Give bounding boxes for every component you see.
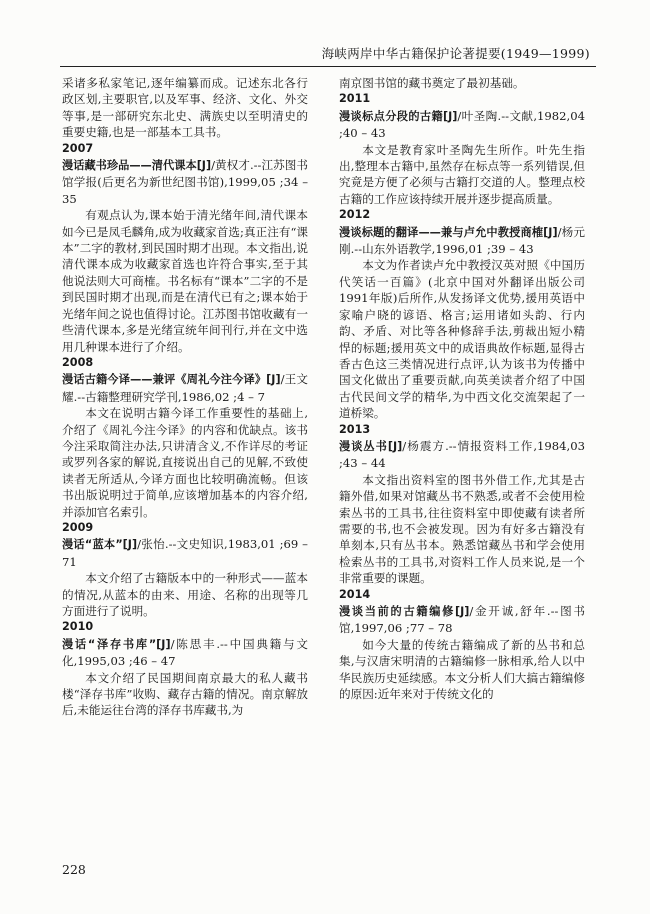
entry-title: 漫谈标点分段的古籍[J]: [339, 109, 458, 123]
entry-number: 2009: [62, 520, 94, 534]
entry-heading: [62, 157, 308, 207]
entry-citation: /杨元刚.--山东外语教学,1996,01 ;39 – 43: [339, 224, 586, 257]
left-column: [62, 75, 308, 719]
entry-heading: [339, 224, 585, 258]
entry-heading: [339, 603, 585, 637]
entry-title: 漫话“泽存书库”[J]: [62, 637, 171, 651]
entry-number: 2012: [339, 208, 371, 222]
entry-heading: [62, 536, 308, 570]
entry-heading: [339, 438, 585, 472]
header-rule: [60, 66, 596, 67]
entry-title: 漫谈标题的翻译——兼与卢允中教授商榷[J]: [339, 225, 558, 239]
entry-title: 漫话“蓝本”[J]: [62, 538, 138, 552]
catalog-entry: [62, 141, 308, 355]
right-lead-paragraph: 南京图书馆的藏书奠定了最初基础。: [339, 76, 525, 90]
entry-number: 2007: [62, 141, 94, 155]
entry-abstract: 本文为作者读卢允中教授汉英对照《中国历代笑话一百篇》(北京中国对外翻译出版公司1991年版)后所作,从发扬译文优势,援用英语中家喻户晓的谚语、格言;运用诸如头韵、行内韵、矛盾、对比等各种修辞手法,剪裁出短小精悍的标题;援用英文中的成语典故作标题,显得古香古色这三类情况进行点评,认为该书为传播中国文化做出了重要贡献,向英美读者介绍了中国古代民间文学的精华,为中西文化交流架起了一道桥梁。: [339, 258, 585, 421]
entry-abstract: 本文指出资料室的图书外借工作,尤其是古籍外借,如果对馆藏丛书不熟悉,或者不会使用检索丛书的工具书,往往资料室中即使藏有读者所需要的书,也不会被发现。因为有好多古籍没有单刻本,只有丛书本。熟悉馆藏丛书和学会使用检索丛书的工具书,对资料工作人员来说,是一个非常重要的课题。: [339, 472, 585, 586]
catalog-entry: [62, 619, 308, 718]
entry-number: 2014: [339, 587, 371, 601]
entry-citation: /叶圣陶.--文献,1982,04 ;40 – 43: [339, 108, 585, 141]
entry-number: 2010: [62, 620, 94, 634]
catalog-entry: [339, 422, 585, 587]
entry-abstract: 有观点认为,课本始于清光绪年间,清代课本如今已是凤毛麟角,成为收藏家首选;真正注有“课本”二字的教材,到民国时期才出现。本文指出,说清代课本成为收藏家首选也许符合事实,至于其他说法则大可商榷。书名标有“课本”二字的不是到民国时期才出现,而是在清代已有之;课本始于光绪年间之说也值得讨论。江苏图书馆收藏有一些清代课本,多是光绪宣统年间刊行,并在文中选用几种课本进行了介绍。: [62, 208, 308, 354]
entry-title: 漫话古籍今译——兼评《周礼今注今译》[J]: [62, 373, 281, 387]
entry-abstract: 本文介绍了民国期间南京最大的私人藏书楼“泽存书库”收购、藏存古籍的情况。南京解放后,未能运往台湾的泽存书库藏书,为: [62, 670, 308, 718]
entry-heading: [339, 108, 585, 142]
entry-citation: /金开诚,舒年.--图书馆,1997,06 ;77 – 78: [339, 604, 585, 636]
catalog-entry: [339, 207, 585, 421]
page-number: 228: [62, 862, 86, 877]
catalog-entry: [62, 355, 308, 520]
entry-title: 漫谈丛书[J]: [339, 439, 403, 453]
entry-heading: [62, 636, 308, 670]
entry-number: 2013: [339, 422, 371, 436]
left-lead-paragraph: 采诸多私家笔记,逐年编纂而成。记述东北各行政区划,主要职官,以及军事、经济、文化、外交等事,是一部研究东北史、满族史以至明清史的重要史籍,也是一部基本工具书。: [62, 76, 308, 140]
entry-citation: /张怡.--文史知识,1983,01 ;69 – 71: [62, 537, 308, 569]
entry-abstract: 本文是教育家叶圣陶先生所作。叶先生指出,整理本古籍中,虽然存在标点等一系列错误,但究竟是方便了必须与古籍打交道的人。整理点校古籍的工作应该持续开展并逐步提高质量。: [339, 142, 585, 206]
left-entries: [62, 141, 308, 719]
entry-number: 2011: [339, 92, 371, 106]
entry-number: 2008: [62, 355, 94, 369]
right-column: [339, 75, 585, 702]
entry-abstract: 本文介绍了古籍版本中的一种形式——蓝本的情况,从蓝本的由来、用途、名称的出现等几方面进行了说明。: [62, 571, 308, 618]
entry-abstract: 如今大量的传统古籍编成了新的丛书和总集,与汉唐宋明清的古籍编修一脉相承,给人以中华民族历史延续感。本文分析人们大搞古籍编修的原因:近年来对于传统文化的: [339, 637, 585, 702]
entry-citation: /王文耀.--古籍整理研究学刊,1986,02 ;4 – 7: [62, 372, 309, 404]
entry-title: 漫谈当前的古籍编修[J]: [339, 605, 470, 618]
running-header: 海峡两岸中华古籍保护论著提要(1949—1999): [321, 46, 590, 61]
entry-citation: /杨震方.--情报资料工作,1984,03 ;43 – 44: [339, 438, 585, 471]
entry-title: 漫话藏书珍品——清代课本[J]: [62, 159, 212, 173]
entry-abstract: 本文在说明古籍今译工作重要性的基础上,介绍了《周礼今注今译》的内容和优缺点。该书今注采取简注办法,只讲清含义,不作详尽的考证或罗列各家的解说,直接说出自己的见解,不致使读者无所适从,今译方面也比较明确流畅。但该书出版说明过于简单,应该增加基本的内容介绍,并添加官名索引。: [62, 406, 308, 519]
catalog-entry: [339, 91, 585, 207]
catalog-entry: [339, 587, 585, 703]
entry-heading: [62, 371, 308, 405]
catalog-entry: [62, 520, 308, 619]
entry-citation: /黄权才.--江苏图书馆学报(后更名为新世纪图书馆),1999,05 ;34 – 35: [62, 158, 308, 206]
right-entries: [339, 91, 585, 702]
entry-citation: /陈思丰.--中国典籍与文化,1995,03 ;46 – 47: [62, 636, 308, 669]
